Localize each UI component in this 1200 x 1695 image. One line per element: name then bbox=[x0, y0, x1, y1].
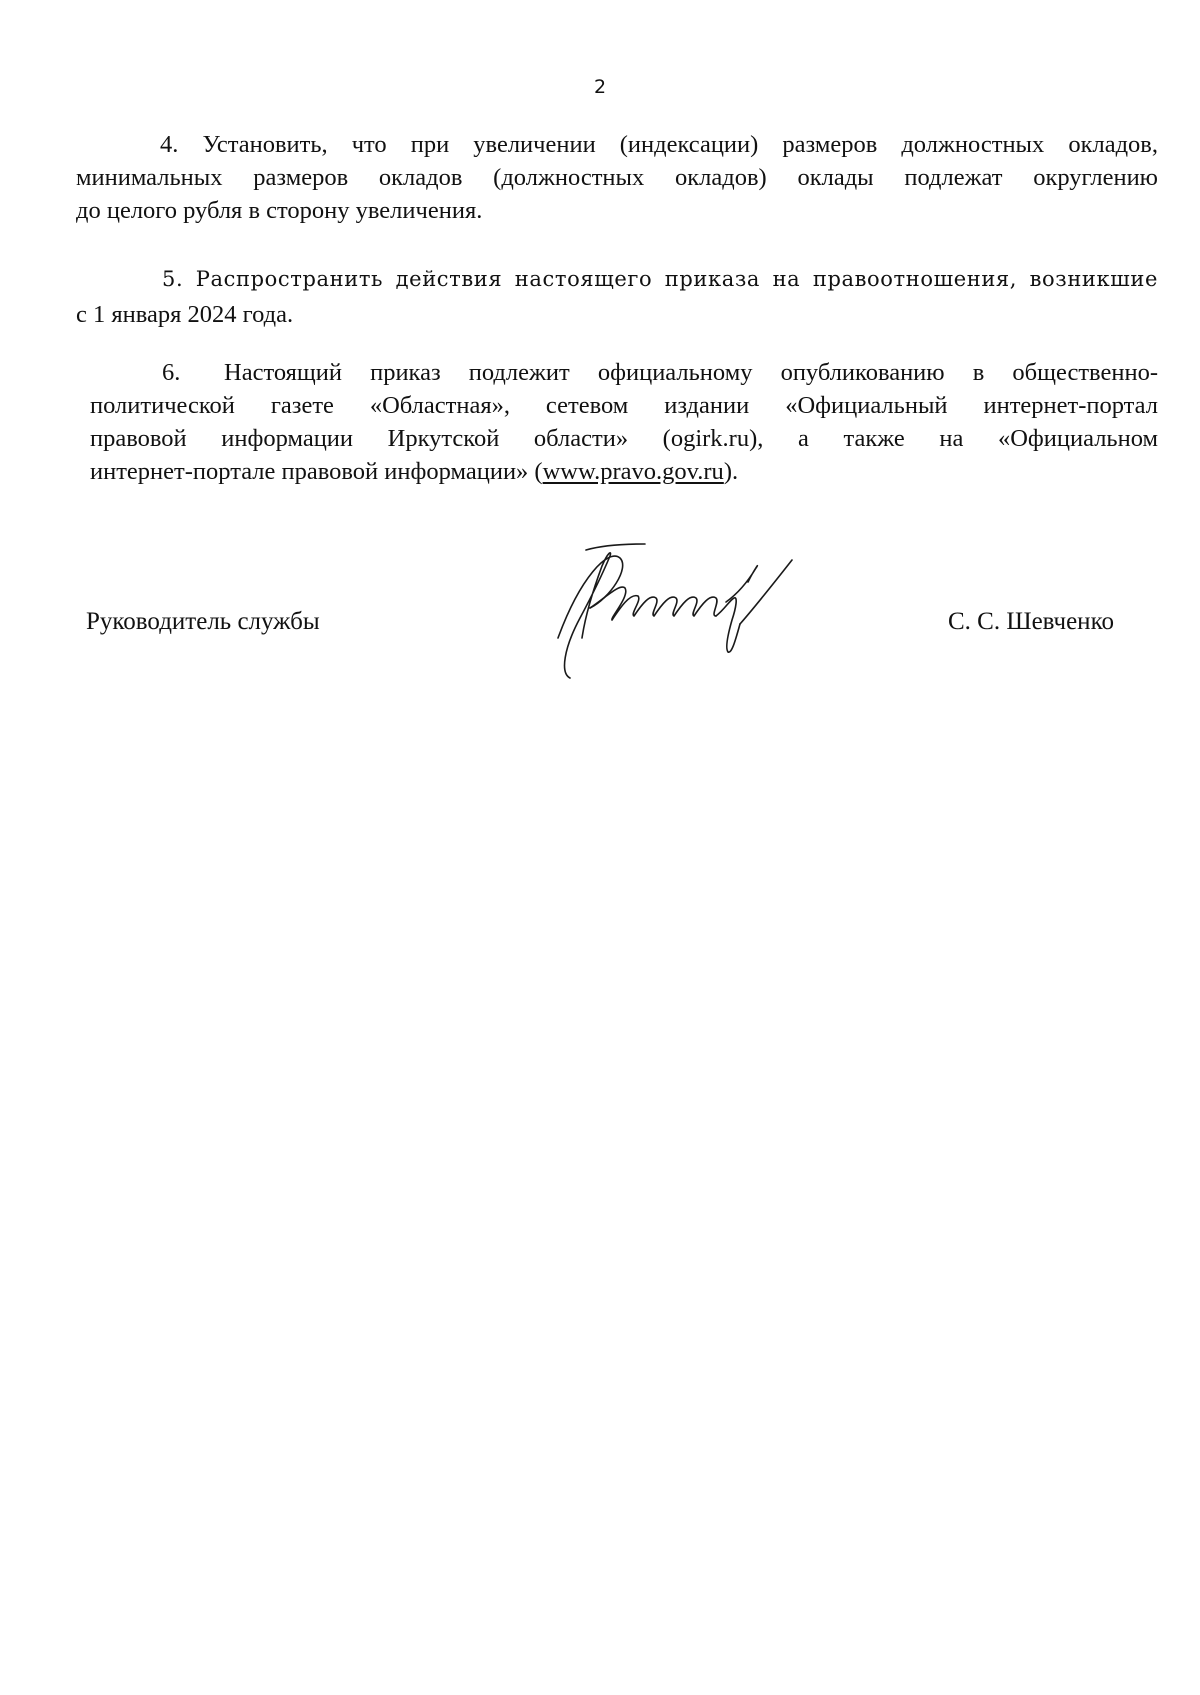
paragraph-4-line-1: 4. Установить, что при увеличении (индексации) размеров должностных окладов, bbox=[160, 131, 1158, 158]
paragraph-6-line-4-prefix: интернет-портале правовой информации» ( bbox=[90, 458, 543, 485]
paragraph-6-line-4 bbox=[90, 455, 1158, 488]
paragraph-4-line-3: до целого рубля в сторону увеличения. bbox=[76, 197, 483, 224]
paragraph-6-number: 6. bbox=[162, 359, 181, 386]
paragraph-6-line-1-text: Настоящий приказ подлежит официальному опубликованию в общественно- bbox=[224, 359, 1158, 386]
paragraph-6-line-2: политической газете «Областная», сетевом издании «Официальный интернет-портал bbox=[90, 392, 1158, 419]
paragraph-6-line-4-suffix: ). bbox=[723, 458, 739, 485]
paragraph-4-line-2: минимальных размеров окладов (должностных окладов) оклады подлежат округлению bbox=[76, 164, 1158, 191]
page-number: 2 bbox=[593, 76, 607, 98]
pravo-gov-link[interactable]: www.pravo.gov.ru bbox=[542, 458, 724, 485]
paragraph-6-line-3: правовой информации Иркутской области» (ogirk.ru), а также на «Официальном bbox=[90, 425, 1158, 452]
paragraph-6-line-1 bbox=[90, 356, 1158, 389]
paragraph-5-line-1: 5. Распространить действия настоящего приказа на правоотношения, возникшие bbox=[162, 267, 1158, 291]
paragraph-5-line-2: с 1 января 2024 года. bbox=[76, 301, 294, 328]
signer-position-title: Руководитель службы bbox=[86, 608, 320, 635]
paragraph-6 bbox=[90, 356, 1158, 488]
signer-name: С. С. Шевченко bbox=[948, 608, 1114, 635]
paragraph-5 bbox=[76, 262, 1158, 332]
handwritten-signature bbox=[550, 538, 800, 688]
paragraph-4 bbox=[76, 128, 1158, 227]
